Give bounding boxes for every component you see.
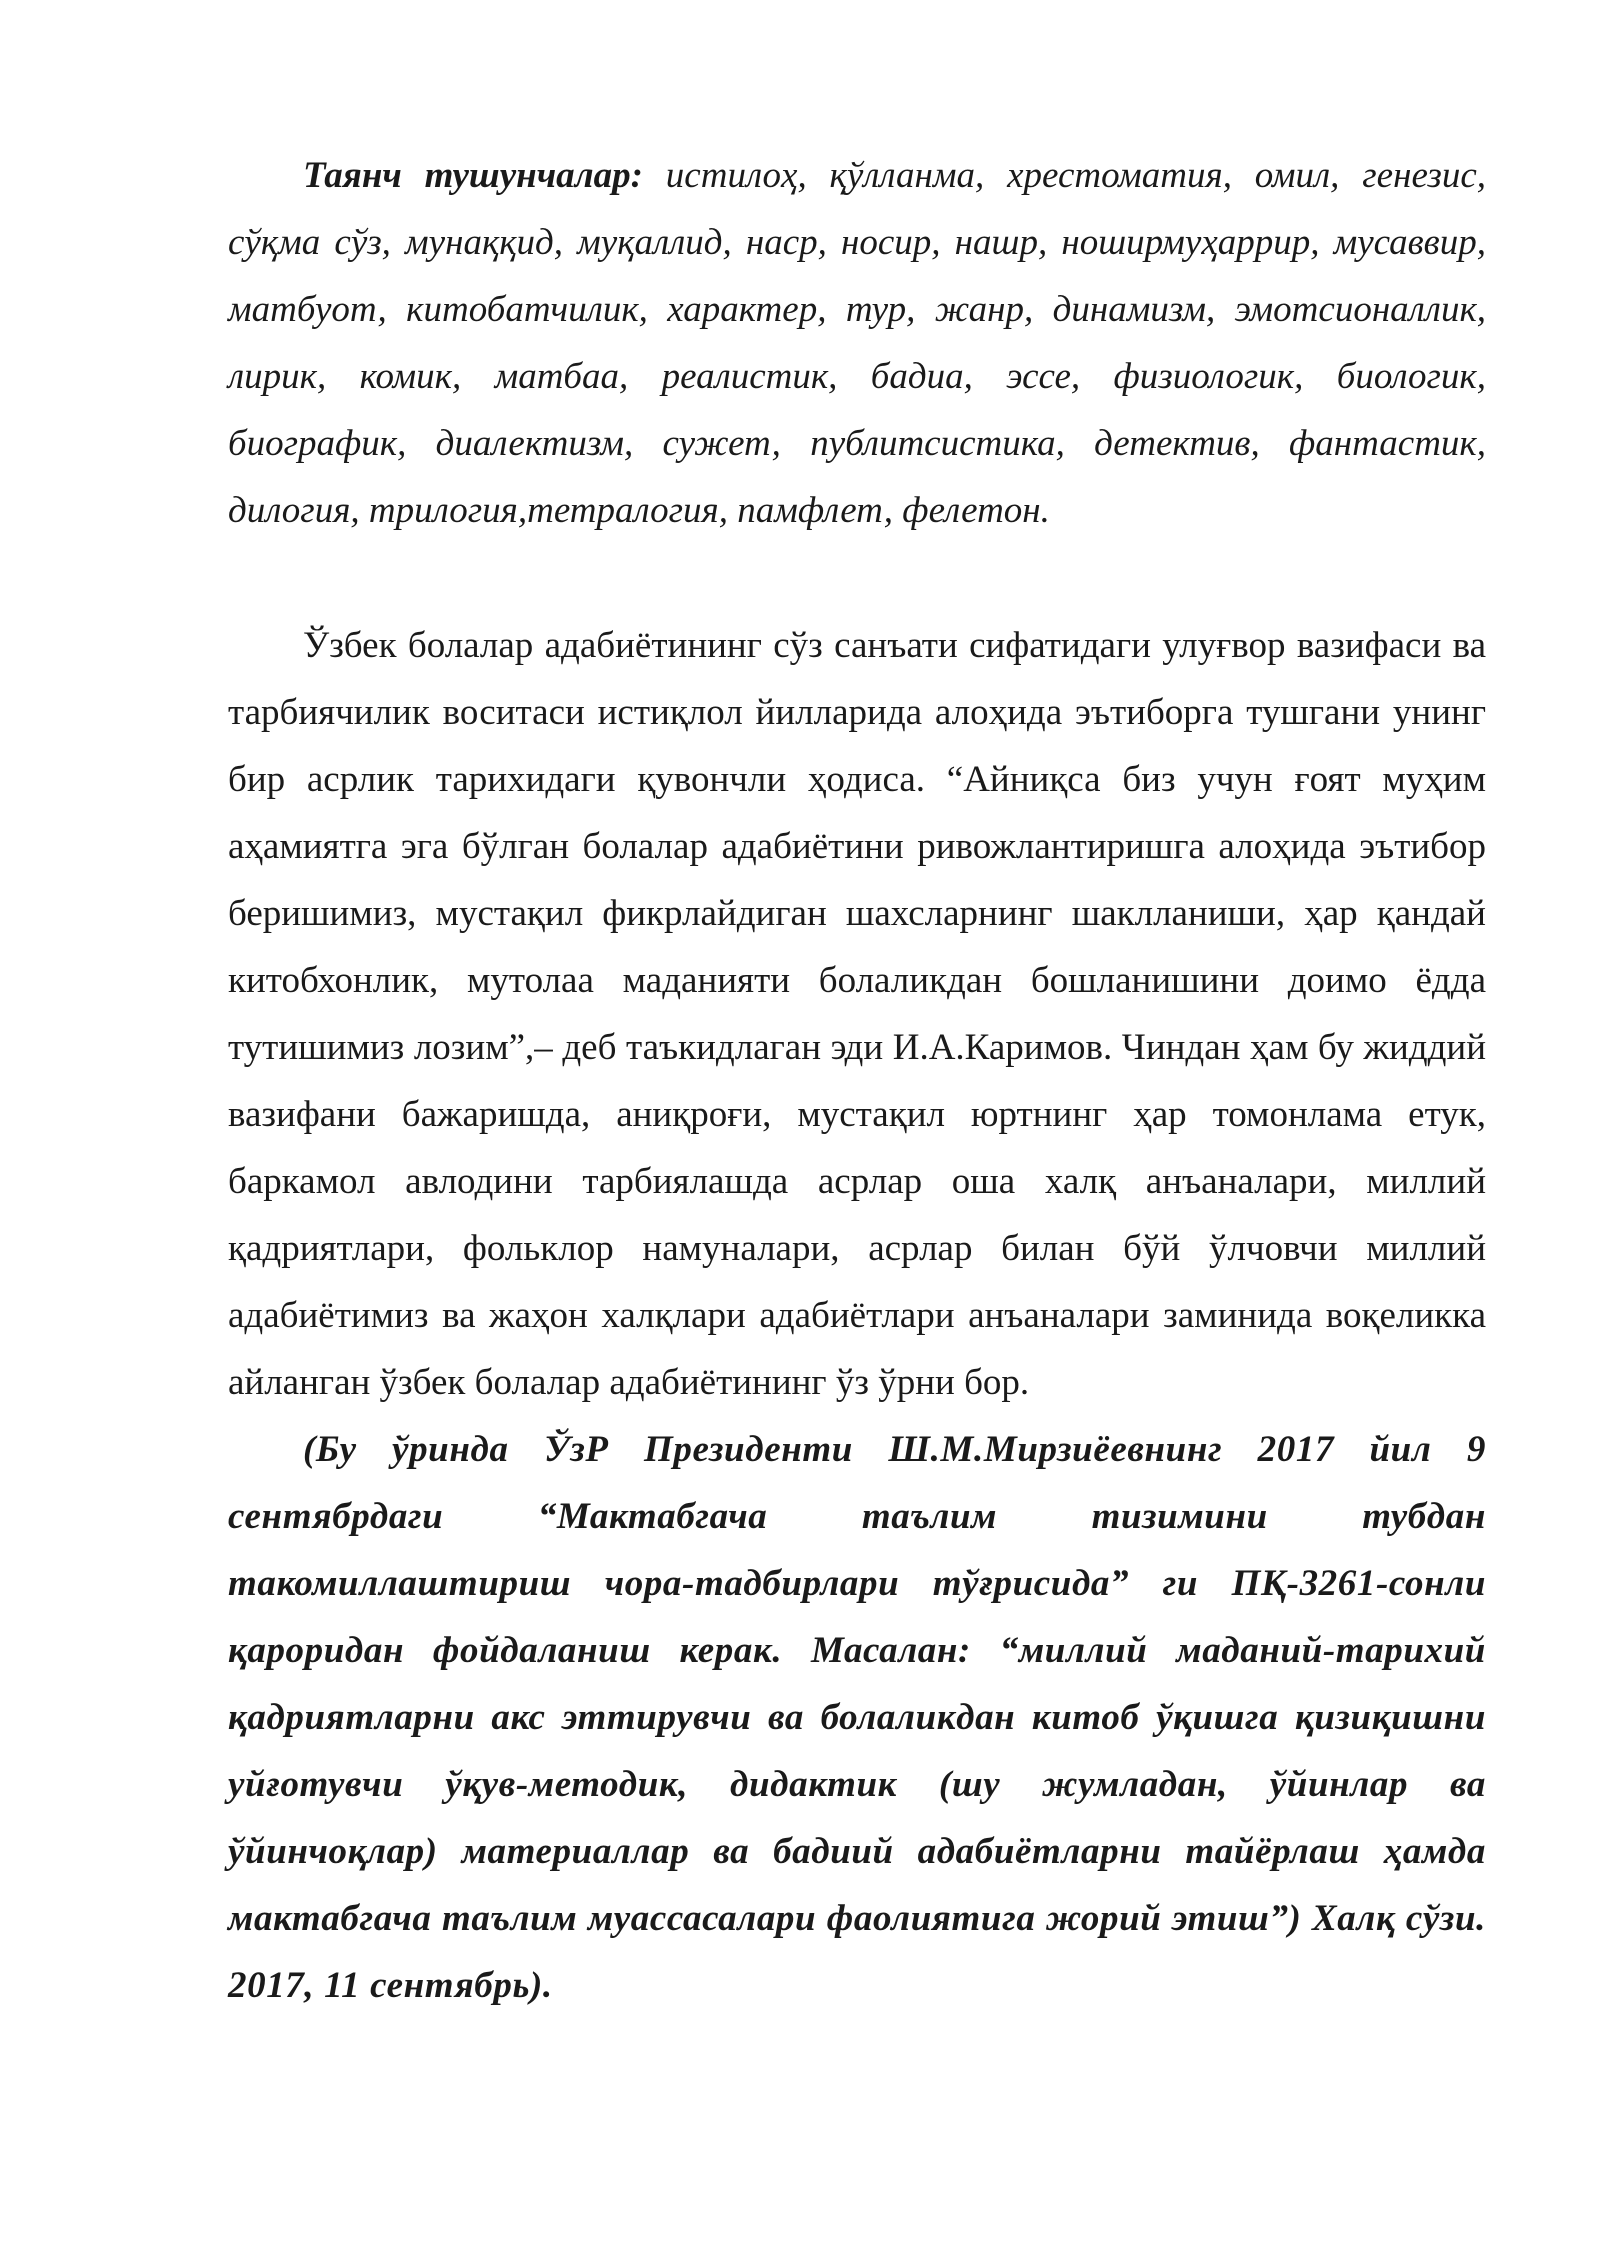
keywords-paragraph [228, 142, 1486, 544]
main-paragraph: Ўзбек болалар адабиётининг сўз санъати сифатидаги улуғвор вазифаси ва тарбиячилик воситаси истиқлол йилларида алоҳида эътиборга тушгани унинг бир асрлик тарихидаги қувончли ҳодиса. “Айниқса биз учун ғоят муҳим аҳамиятга эга бўлган болалар адабиётини ривожлантиришга алоҳида эътибор беришимиз, мустақил фикрлайдиган шахсларнинг шаклланиши, ҳар қандай китобхонлик, мутолаа маданияти болаликдан бошланишини доимо ёдда тутишимиз лозим”,– деб таъкидлаган эди И.А.Каримов. Чиндан ҳам бу жиддий вазифани бажаришда, аниқроғи, мустақил юртнинг ҳар томонлама етук, баркамол авлодини тарбиялашда асрлар оша халқ анъаналари, миллий қадриятлари, фольклор намуналари, асрлар билан бўй ўлчовчи миллий адабиётимиз ва жаҳон халқлари адабиётлари анъаналари заминида воқеликка айланган ўзбек болалар адабиётининг ўз ўрни бор. [228, 625, 1486, 1403]
keywords-label: Таянч тушунчалар: [303, 155, 643, 196]
note-paragraph: (Бу ўринда ЎзР Президенти Ш.М.Мирзиёевнинг 2017 йил 9 сентябрдаги “Мактабгача таълим тизимини тубдан такомиллаштириш чора-тадбирлари тўғрисида” ги ПҚ-3261-сонли қароридан фойдаланиш керак. Масалан: “миллий маданий-тарихий қадриятларни акс эттирувчи ва болаликдан китоб ўқишга қизиқишни уйғотувчи ўқув-методик, дидактик (шу жумладан, ўйинлар ва ўйинчоқлар) материаллар ва бадиий адабиётларни тайёрлаш ҳамда мактабгача таълим муассасалари фаолиятига жорий этиш”) Халқ сўзи. 2017, 11 сентябрь). [228, 1429, 1486, 2006]
keywords-list: истилоҳ, қўлланма, хрестоматия, омил, генезис, сўқма сўз, мунаққид, муқаллид, наср, носир, нашр, ноширмуҳаррир, мусаввир, матбуот, китобатчилик, характер, тур, жанр, динамизм, эмотсионаллик, лирик, комик, матбаа, реалистик, бадиа, эссе, физиологик, биологик, биографик, диалектизм, сужет, публитсистика, детектив, фантастик, дилогия, трилогия,тетралогия, памфлет, фелетон. [228, 155, 1487, 531]
page-content [228, 142, 1486, 2019]
